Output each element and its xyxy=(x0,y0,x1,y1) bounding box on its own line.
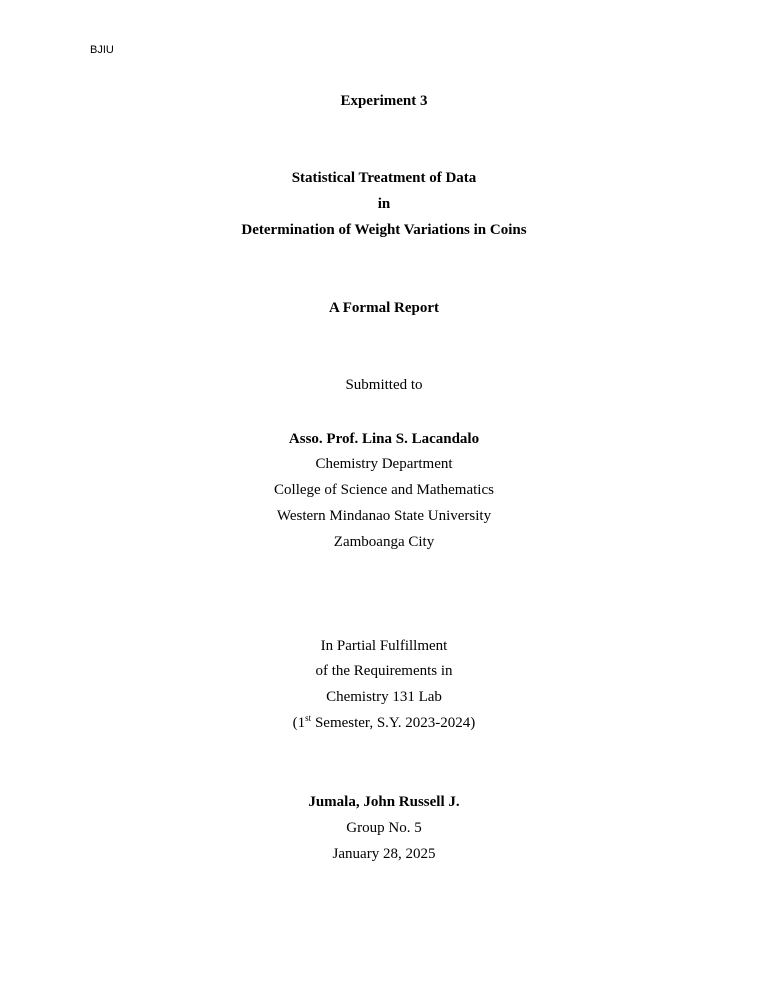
professor-name: Asso. Prof. Lina S. Lacandalo xyxy=(288,431,480,447)
city-name: Zamboanga City xyxy=(333,534,435,550)
fulfillment-line1: In Partial Fulfillment xyxy=(320,638,448,654)
course-name: Chemistry 131 Lab xyxy=(326,689,442,705)
report-title-line2: in xyxy=(377,196,391,212)
semester-rest: Semester, S.Y. 2023-2024) xyxy=(311,715,476,731)
university-name: Western Mindanao State University xyxy=(276,508,492,524)
college-name: College of Science and Mathematics xyxy=(274,482,494,498)
semester-open: (1 xyxy=(292,715,306,731)
semester-ordinal: st xyxy=(305,713,312,723)
fulfillment-line2: of the Requirements in xyxy=(315,663,453,679)
department-name: Chemistry Department xyxy=(315,456,453,472)
report-title-line3: Determination of Weight Variations in Coins xyxy=(241,222,527,238)
group-number: Group No. 5 xyxy=(346,820,422,836)
report-date: January 28, 2025 xyxy=(332,846,436,862)
experiment-title: Experiment 3 xyxy=(340,93,428,109)
semester-line xyxy=(0,714,768,732)
report-type: A Formal Report xyxy=(329,300,439,316)
header-tag: BJIU xyxy=(90,44,114,56)
submitted-to-label: Submitted to xyxy=(345,377,423,393)
author-name: Jumala, John Russell J. xyxy=(308,794,460,810)
report-title-line1: Statistical Treatment of Data xyxy=(291,170,477,186)
